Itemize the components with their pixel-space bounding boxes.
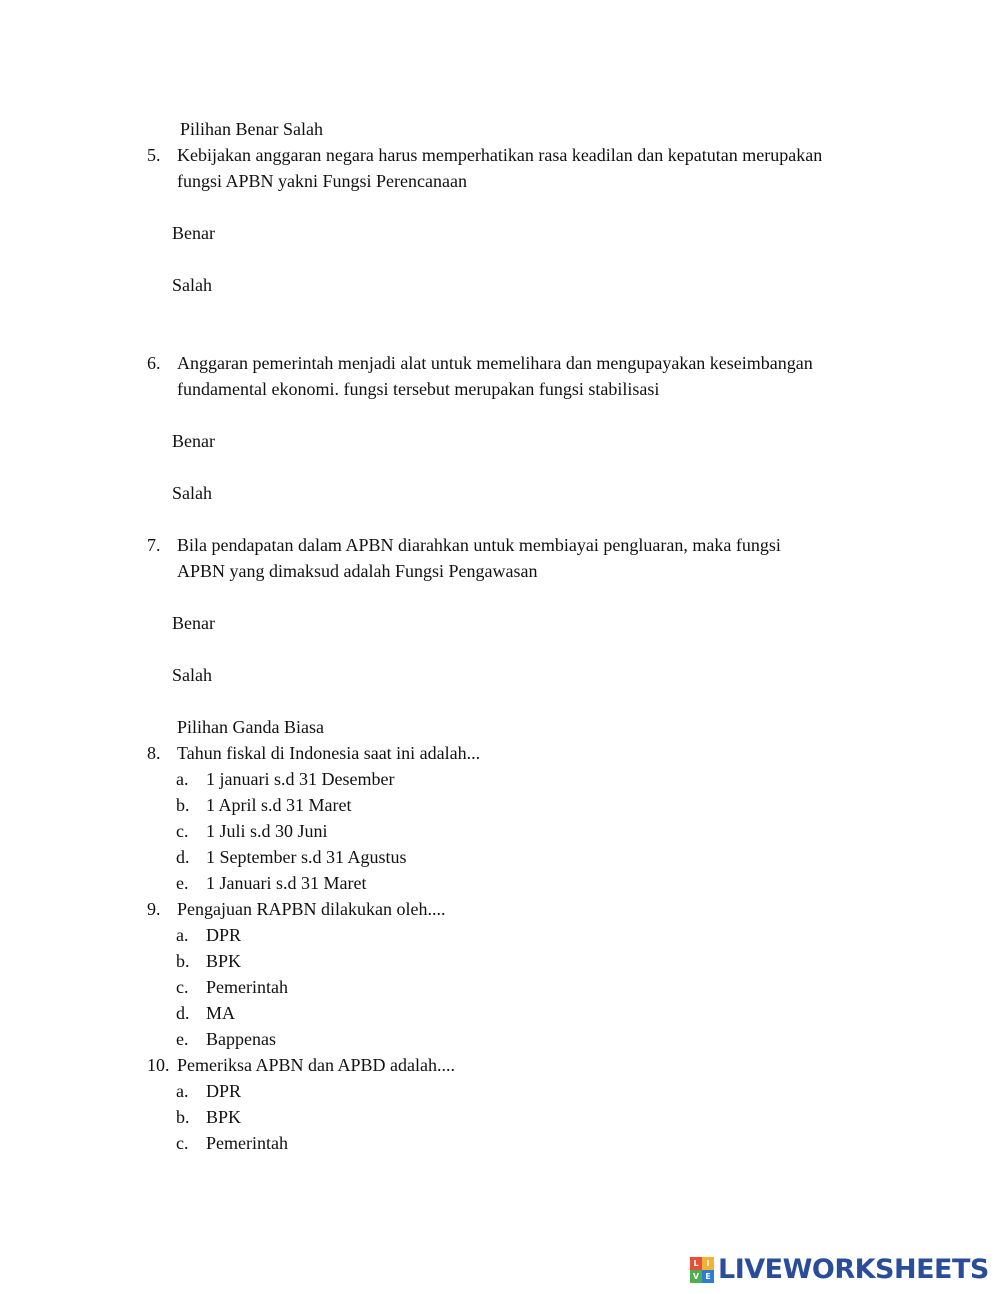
- option-e[interactable]: Bappenas: [206, 1029, 276, 1049]
- liveworksheets-logo-text: LIVEWORKSHEETS: [718, 1254, 989, 1285]
- liveworksheets-badge-icon: [690, 1257, 714, 1283]
- question-text-line-2: APBN yang dimaksud adalah Fungsi Pengawasan: [177, 561, 538, 581]
- liveworksheets-logo: [690, 1254, 989, 1286]
- question-text-line-1: Bila pendapatan dalam APBN diarahkan untuk membiayai pengluaran, maka fungsi: [177, 535, 781, 555]
- option-b[interactable]: BPK: [206, 1107, 242, 1127]
- option-letter: b.: [176, 795, 190, 815]
- option-letter: d.: [176, 1003, 190, 1023]
- option-c[interactable]: Pemerintah: [206, 977, 288, 997]
- option-letter: a.: [176, 925, 189, 945]
- section-heading-multiple-choice: Pilihan Ganda Biasa: [177, 717, 324, 737]
- option-letter: e.: [176, 873, 189, 893]
- question-text: Pengajuan RAPBN dilakukan oleh....: [177, 899, 446, 919]
- answer-option-salah[interactable]: Salah: [172, 483, 212, 503]
- option-b[interactable]: BPK: [206, 951, 242, 971]
- option-a[interactable]: DPR: [206, 925, 242, 945]
- option-letter: c.: [176, 977, 189, 997]
- question-number: 8.: [147, 743, 161, 763]
- option-letter: b.: [176, 951, 190, 971]
- option-letter: c.: [176, 821, 189, 841]
- question-number: 10.: [147, 1055, 170, 1075]
- option-c[interactable]: Pemerintah: [206, 1133, 288, 1153]
- option-a[interactable]: DPR: [206, 1081, 242, 1101]
- badge-letter: I: [702, 1257, 714, 1270]
- option-e[interactable]: 1 Januari s.d 31 Maret: [206, 873, 367, 893]
- option-b[interactable]: 1 April s.d 31 Maret: [206, 795, 352, 815]
- question-text-line-1: Kebijakan anggaran negara harus memperhatikan rasa keadilan dan kepatutan merupakan: [177, 145, 823, 165]
- option-letter: c.: [176, 1133, 189, 1153]
- section-heading-true-false: Pilihan Benar Salah: [180, 119, 323, 139]
- option-d[interactable]: MA: [206, 1003, 236, 1023]
- option-d[interactable]: 1 September s.d 31 Agustus: [206, 847, 407, 867]
- answer-option-benar[interactable]: Benar: [172, 223, 215, 243]
- answer-option-salah[interactable]: Salah: [172, 665, 212, 685]
- option-letter: b.: [176, 1107, 190, 1127]
- option-letter: d.: [176, 847, 190, 867]
- question-number: 6.: [147, 353, 161, 373]
- question-text-line-1: Anggaran pemerintah menjadi alat untuk memelihara dan mengupayakan keseimbangan: [177, 353, 813, 373]
- question-text: Pemeriksa APBN dan APBD adalah....: [177, 1055, 455, 1075]
- answer-option-benar[interactable]: Benar: [172, 431, 215, 451]
- question-text: Tahun fiskal di Indonesia saat ini adalah...: [177, 743, 481, 763]
- answer-option-salah[interactable]: Salah: [172, 275, 212, 295]
- badge-letter: V: [690, 1270, 702, 1283]
- option-letter: a.: [176, 1081, 189, 1101]
- badge-letter: L: [690, 1257, 702, 1270]
- option-a[interactable]: 1 januari s.d 31 Desember: [206, 769, 395, 789]
- badge-letter: E: [702, 1270, 714, 1283]
- option-letter: a.: [176, 769, 189, 789]
- question-number: 7.: [147, 535, 161, 555]
- question-number: 9.: [147, 899, 161, 919]
- option-letter: e.: [176, 1029, 189, 1049]
- question-text-line-2: fungsi APBN yakni Fungsi Perencanaan: [177, 171, 467, 191]
- question-text-line-2: fundamental ekonomi. fungsi tersebut merupakan fungsi stabilisasi: [177, 379, 660, 399]
- question-number: 5.: [147, 145, 161, 165]
- option-c[interactable]: 1 Juli s.d 30 Juni: [206, 821, 328, 841]
- answer-option-benar[interactable]: Benar: [172, 613, 215, 633]
